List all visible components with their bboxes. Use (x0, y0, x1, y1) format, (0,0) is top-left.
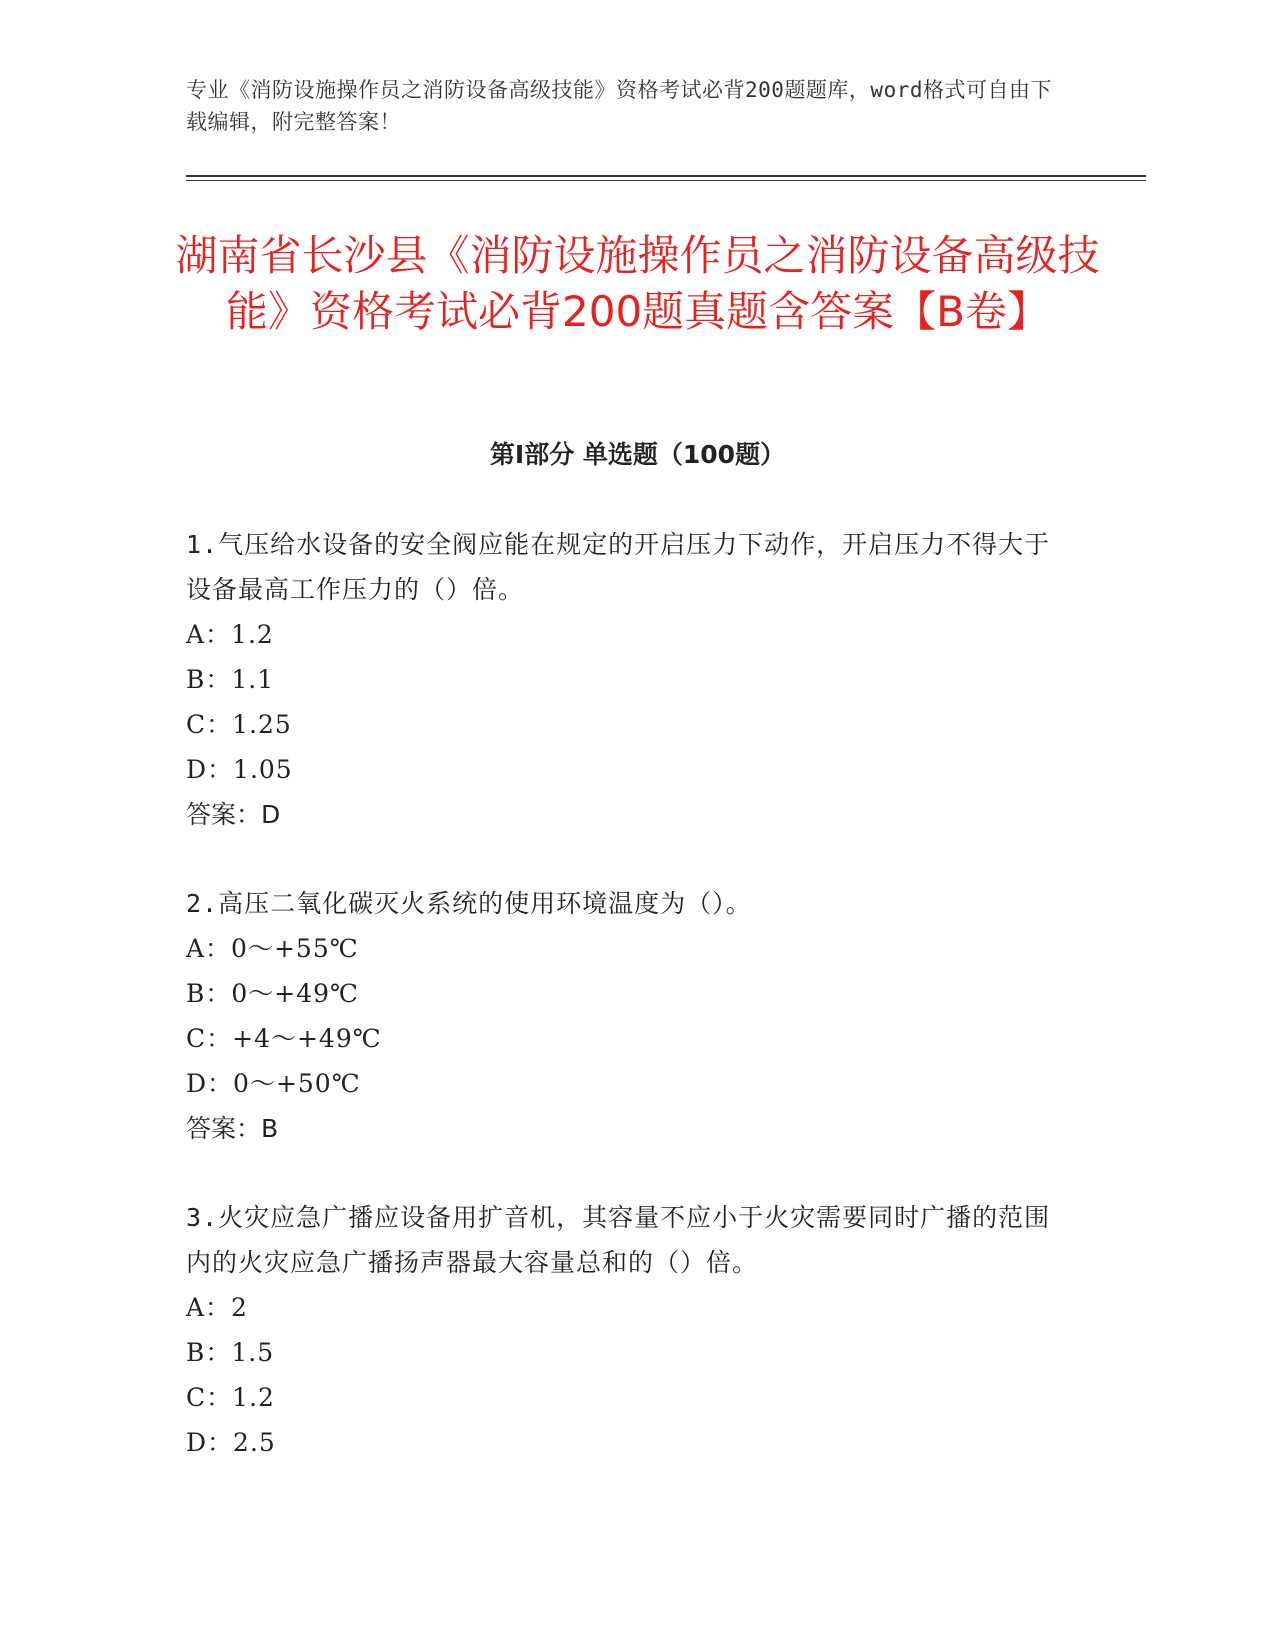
option-a: A：1.2 (186, 620, 274, 649)
question-item (186, 522, 1066, 837)
document-title: 湖南省长沙县《消防设施操作员之消防设备高级技能》资格考试必背200题真题含答案【B卷】 (175, 231, 1100, 336)
question-list (186, 522, 1066, 1509)
header-divider-thin (186, 180, 1146, 181)
header-divider-thick (186, 175, 1146, 177)
question-item (186, 1195, 1066, 1465)
option-c: C：+4～+49℃ (186, 1024, 382, 1053)
header-note: 专业《消防设施操作员之消防设备高级技能》资格考试必背200题题库，word格式可自由下载编辑，附完整答案！ (186, 78, 1052, 134)
section-title: 第I部分 单选题（100题） (489, 440, 786, 469)
option-d: D：2.5 (186, 1428, 276, 1457)
option-d: D：1.05 (186, 755, 293, 784)
option-d: D：0～+50℃ (186, 1069, 361, 1098)
option-b: B：1.5 (186, 1338, 275, 1367)
answer: 答案：B (186, 1114, 279, 1143)
option-b: B：1.1 (186, 665, 275, 694)
question-item (186, 881, 1066, 1151)
question-stem: 2.高压二氧化碳灭火系统的使用环境温度为（）。 (186, 889, 752, 918)
question-stem: 3.火灾应急广播应设备用扩音机，其容量不应小于火灾需要同时广播的范围内的火灾应急广播扬声器最大容量总和的（）倍。 (186, 1203, 1051, 1277)
question-stem: 1.气压给水设备的安全阀应能在规定的开启压力下动作，开启压力不得大于设备最高工作压力的（）倍。 (186, 530, 1051, 604)
option-c: C：1.2 (186, 1383, 275, 1412)
option-a: A：0～+55℃ (186, 934, 359, 963)
answer: 答案：D (186, 800, 281, 829)
option-a: A：2 (186, 1293, 248, 1322)
option-b: B：0～+49℃ (186, 979, 360, 1008)
option-c: C：1.25 (186, 710, 292, 739)
